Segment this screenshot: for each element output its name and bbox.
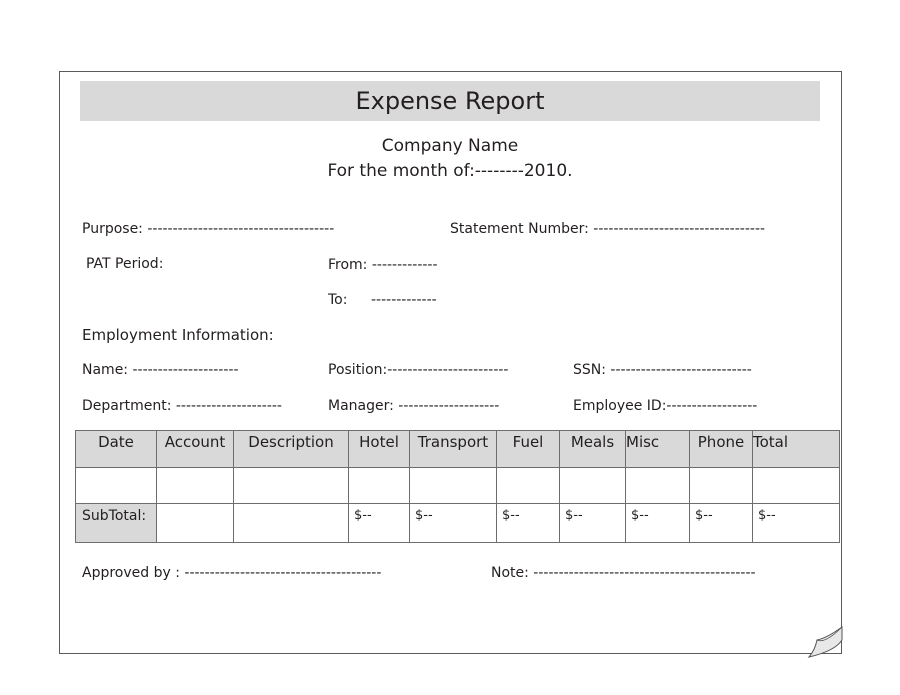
cell-transport[interactable] [410, 468, 497, 504]
statement-number-field[interactable]: Statement Number: ---------------------------------- [450, 221, 766, 237]
cell-fuel[interactable] [497, 468, 560, 504]
to-field[interactable]: ------------- [371, 292, 437, 308]
approved-by-field[interactable]: Approved by : --------------------------------------- [82, 565, 382, 581]
company-name: Company Name [381, 136, 519, 156]
table-header-row [76, 431, 840, 468]
cell-account[interactable] [157, 468, 234, 504]
cell-date[interactable] [76, 468, 157, 504]
employment-info-heading: Employment Information: [82, 326, 274, 344]
subtotal-meals[interactable]: $-- [560, 504, 626, 543]
name-field[interactable]: Name: --------------------- [82, 362, 239, 378]
from-field[interactable]: From: ------------- [328, 257, 438, 273]
cell-hotel[interactable] [349, 468, 410, 504]
col-hotel: Hotel [349, 431, 410, 468]
cell-meals[interactable] [560, 468, 626, 504]
to-label: To: [328, 292, 348, 308]
subtotal-misc[interactable]: $-- [626, 504, 690, 543]
col-phone: Phone [690, 431, 753, 468]
month-line: For the month of:--------2010. [327, 161, 573, 181]
subtotal-transport[interactable]: $-- [410, 504, 497, 543]
subtotal-total[interactable]: $-- [753, 504, 840, 543]
col-misc: Misc [626, 431, 690, 468]
subtotal-account[interactable] [157, 504, 234, 543]
expense-table [75, 430, 840, 543]
col-meals: Meals [560, 431, 626, 468]
subtotal-row [76, 504, 840, 543]
pat-period-label: PAT Period: [86, 256, 164, 272]
manager-field[interactable]: Manager: -------------------- [328, 398, 500, 414]
note-field[interactable]: Note: -------------------------------------------- [491, 565, 756, 581]
subtotal-hotel[interactable]: $-- [349, 504, 410, 543]
col-total: Total [753, 431, 840, 468]
subtotal-description[interactable] [234, 504, 349, 543]
subtotal-label: SubTotal: [76, 504, 157, 543]
cell-total[interactable] [753, 468, 840, 504]
subtotal-fuel[interactable]: $-- [497, 504, 560, 543]
cell-misc[interactable] [626, 468, 690, 504]
col-date: Date [76, 431, 157, 468]
subtotal-phone[interactable]: $-- [690, 504, 753, 543]
employee-id-field[interactable]: Employee ID:------------------ [573, 398, 758, 414]
position-field[interactable]: Position:------------------------ [328, 362, 509, 378]
table-row[interactable] [76, 468, 840, 504]
purpose-field[interactable]: Purpose: ------------------------------------- [82, 221, 335, 237]
col-account: Account [157, 431, 234, 468]
col-fuel: Fuel [497, 431, 560, 468]
report-title: Expense Report [80, 81, 820, 121]
cell-description[interactable] [234, 468, 349, 504]
department-field[interactable]: Department: --------------------- [82, 398, 282, 414]
page-curl-icon [805, 626, 845, 658]
cell-phone[interactable] [690, 468, 753, 504]
ssn-field[interactable]: SSN: ---------------------------- [573, 362, 752, 378]
col-description: Description [234, 431, 349, 468]
col-transport: Transport [410, 431, 497, 468]
